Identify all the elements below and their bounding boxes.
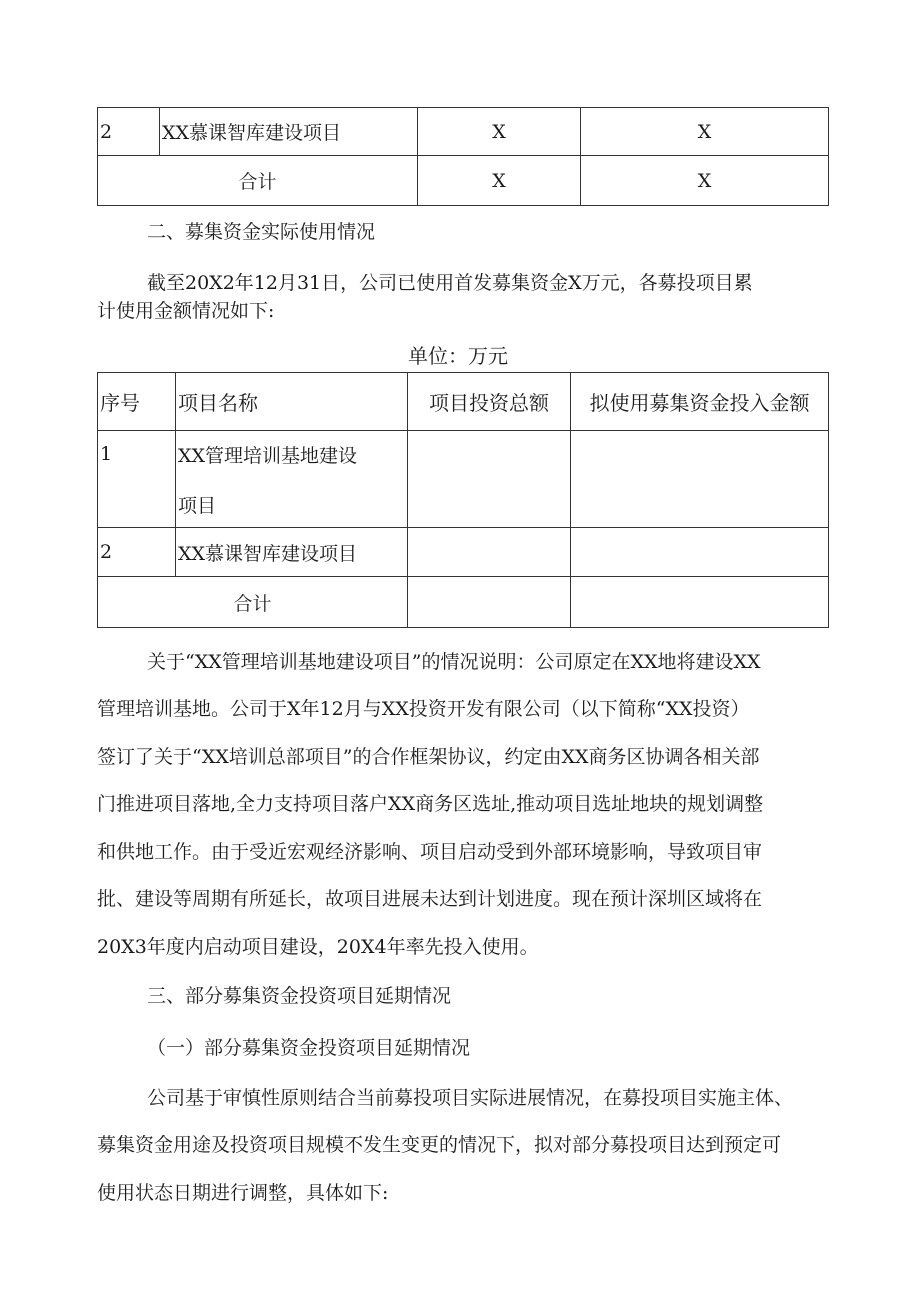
paragraph-line: 募集资金用途及投资项目规模不发生变更的情况下，拟对部分募投项目达到预定可 <box>97 1134 782 1156</box>
table-continued <box>97 107 829 206</box>
project-name: XX慕课智库建设项目 <box>176 528 408 577</box>
subsection-heading: （一）部分募集资金投资项目延期情况 <box>147 1037 471 1059</box>
table-row <box>98 156 829 206</box>
investment-total <box>408 431 571 528</box>
table-row <box>98 528 829 577</box>
project-name: XX慕课智库建设项目 <box>160 108 418 156</box>
project-name-line: XX管理培训基地建设 <box>178 445 358 467</box>
paragraph-line: 门推进项目落地,全力支持项目落户XX商务区选址,推动项目选址地块的规划调整 <box>97 793 764 815</box>
investment-total <box>408 528 571 577</box>
header-cell: 项目投资总额 <box>408 373 571 431</box>
investment-total <box>408 577 571 628</box>
table-row <box>98 577 829 628</box>
header-cell: 拟使用募集资金投入金额 <box>571 373 829 431</box>
project-name <box>176 431 408 528</box>
paragraph-line: 签订了关于“XX培训总部项目”的合作框架协议，约定由XX商务区协调各相关部 <box>97 746 760 768</box>
row-number: 2 <box>98 528 176 577</box>
paragraph-line: 20X3年度内启动项目建设，20X4年率先投入使用。 <box>97 936 539 958</box>
raised-amount: X <box>581 156 829 206</box>
raised-amount <box>571 528 829 577</box>
raised-amount: X <box>581 108 829 156</box>
raised-amount <box>571 577 829 628</box>
total-label: 合计 <box>98 156 418 206</box>
total-label: 合计 <box>98 577 408 628</box>
paragraph-line: 关于“XX管理培训基地建设项目”的情况说明：公司原定在XX地将建设XX <box>147 651 761 673</box>
row-number: 2 <box>98 108 160 156</box>
investment-total: X <box>418 156 581 206</box>
paragraph-line: 管理培训基地。公司于X年12月与XX投资开发有限公司（以下简称“XX投资） <box>97 698 750 720</box>
section-heading: 三、部分募集资金投资项目延期情况 <box>147 985 452 1007</box>
project-name-line: 项目 <box>178 495 217 517</box>
paragraph-line: 计使用金额情况如下: <box>97 300 275 322</box>
investment-total: X <box>418 108 581 156</box>
table-header-row <box>98 373 829 431</box>
paragraph-line: 和供地工作。由于受近宏观经济影响、项目启动受到外部环境影响，导致项目审 <box>97 841 763 863</box>
paragraph-line: 批、建设等周期有所延长，故项目进展未达到计划进度。现在预计深圳区域将在 <box>97 888 763 910</box>
table-row <box>98 108 829 156</box>
table-row <box>98 431 829 528</box>
usage-table <box>97 372 829 628</box>
section-heading: 二、募集资金实际使用情况 <box>147 221 376 243</box>
raised-amount <box>571 431 829 528</box>
row-number: 1 <box>98 431 176 528</box>
paragraph-line: 公司基于审慎性原则结合当前募投项目实际进展情况，在募投项目实施主体、 <box>147 1087 794 1109</box>
paragraph-line: 截至20X2年12月31日，公司已使用首发募集资金X万元，各募投项目累 <box>147 272 753 294</box>
unit-label: 单位：万元 <box>408 344 508 368</box>
header-cell: 项目名称 <box>176 373 408 431</box>
header-cell: 序号 <box>98 373 176 431</box>
paragraph-line: 使用状态日期进行调整，具体如下: <box>97 1182 389 1204</box>
